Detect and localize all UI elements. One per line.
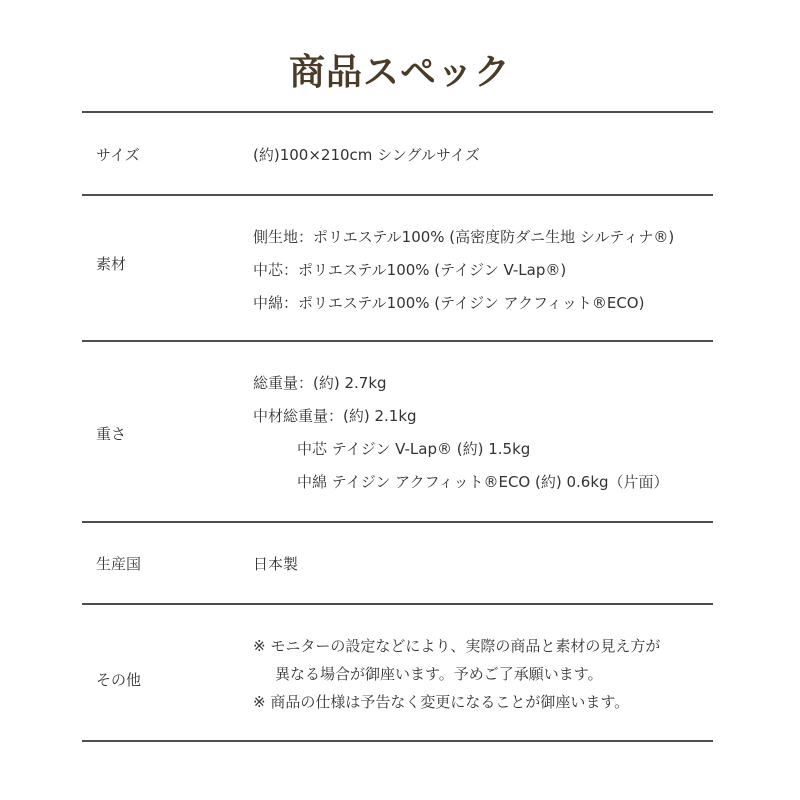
spec-label: サイズ xyxy=(96,146,140,164)
spec-value-line: 日本製 xyxy=(253,555,299,573)
spec-row-origin xyxy=(82,523,713,603)
spec-value-line: 中芯 テイジン V-Lap® (約) 1.5kg xyxy=(297,440,531,458)
spec-row-other xyxy=(82,605,713,740)
spec-row-material xyxy=(82,196,713,341)
spec-label: 重さ xyxy=(96,425,127,443)
spec-label: 素材 xyxy=(96,255,127,273)
spec-value-line: 中芯：ポリエステル100% (テイジン V-Lap®) xyxy=(253,261,567,279)
spec-value-line: 異なる場合が御座います。予めご了承願います。 xyxy=(275,665,603,683)
spec-row-size xyxy=(82,113,713,194)
spec-value-line: 中綿 テイジン アクフィット®ECO (約) 0.6kg（片面） xyxy=(297,473,669,491)
spec-value-line: 中綿：ポリエステル100% (テイジン アクフィット®ECO) xyxy=(253,294,645,312)
spec-label: その他 xyxy=(96,671,142,689)
spec-value-line: 中材総重量：(約) 2.1kg xyxy=(253,407,417,425)
spec-value-line: 総重量：(約) 2.7kg xyxy=(253,374,387,392)
page-title: 商品スペック xyxy=(288,52,511,93)
spec-value-line: ※ 商品の仕様は予告なく変更になることが御座います。 xyxy=(253,693,630,711)
spec-row-weight xyxy=(82,342,713,521)
spec-value-line: ※ モニターの設定などにより、実際の商品と素材の見え方が xyxy=(253,637,661,655)
spec-label: 生産国 xyxy=(96,555,142,573)
spec-value-line: (約)100×210cm シングルサイズ xyxy=(253,146,480,164)
table-divider xyxy=(82,740,713,742)
spec-value-line: 側生地：ポリエステル100% (高密度防ダニ生地 シルティナ®) xyxy=(253,228,675,246)
